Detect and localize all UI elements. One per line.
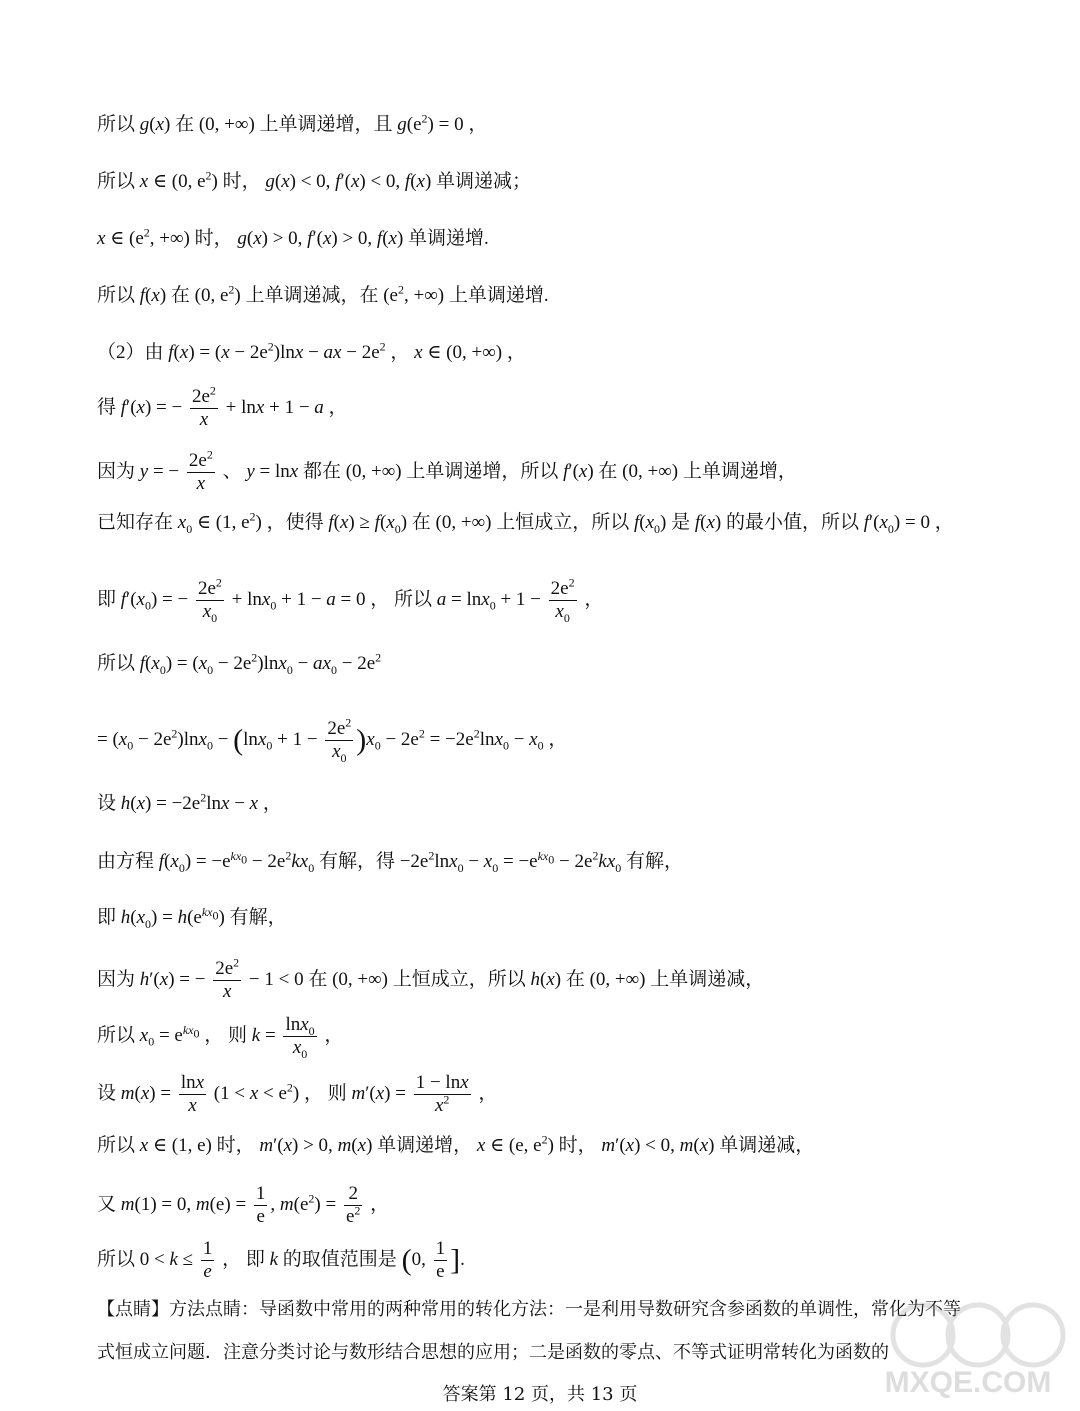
solution-line-12: 设 $h(x) = -2e^2\ln x - x$ ， [97, 790, 282, 814]
solution-line-13: 由方程 $f(x_0) = -e^{kx_0} - 2e^2kx_0$ 有解，得 $-2e^2\ln x_0 - x_0 = -e^{kx_0} - 2e^2kx_0$ 有解， [97, 848, 684, 875]
solution-line-17: 设 m(x) = $\frac{\ln x}{x}$ $(1 < x < e^2)$ ， 则 m′(x) = $\frac{1 - \ln x}{x^2}$ ， [97, 1072, 498, 1116]
solution-line-8: 已知存在 $x_0$ ∈ (1, $e^2$) ，使得 $f(x) \ge f(x_0)$ 在 (0, +∞) 上恒成立，所以 $f(x_0)$ 是 f(x) 的最小值，所以 $f'(x_0) = 0$ ， [97, 509, 954, 536]
solution-line-19: 又 m(1) = 0, m(e) = $\frac{1}{e}$ , $m(e^2)$ = $\frac{2}{e^2}$ ， [97, 1183, 390, 1227]
solution-line-18: 所以 x ∈ (1, e) 时， m′(x) > 0, m(x) 单调递增， x ∈ (e, $e^2$) 时， m′(x) < 0, m(x) 单调递减， [97, 1132, 815, 1156]
watermark-text: MXQE.COM [884, 1366, 1052, 1399]
solution-line-5: （2）由 $f(x) = (x - 2e^2)\ln x$ − ax − $2e^2$ ， x ∈ (0, +∞) ， [97, 339, 526, 363]
solution-line-3: x ∈ ($e^2$, +∞) 时， g(x) > 0, f′(x) > 0, f(x) 单调递增. [97, 225, 489, 249]
key-point-label: 【点睛】 [97, 1299, 169, 1320]
key-point-text: 方法点睛：导函数中常用的两种常用的转化方法：一是利用导数研究含参函数的单调性，常化为不等式恒成立问题．注意分类讨论与数形结合思想的应用；二是函数的零点、不等式证明常转化为函数的 [97, 1299, 961, 1363]
solution-line-7: 因为 y = − $\frac{2e^2}{x}$ 、 y = lnx 都在 (0, +∞) 上单调递增，所以 f′(x) 在 (0, +∞) 上单调递增， [97, 447, 797, 494]
solution-line-10: 所以 $f(x_0) = (x_0 - 2e^2)\ln x_0 - ax_0 - 2e^2$ [97, 650, 382, 677]
key-point-note [97, 1288, 977, 1374]
solution-line-6: 得 f′(x) = − $\frac{2e^2}{x}$ + lnx + 1 − a ， [97, 383, 348, 430]
solution-line-4: 所以 f(x) 在 (0, $e^2$) 上单调递减，在 ($e^2$, +∞) 上单调递增. [97, 282, 549, 306]
solution-line-14: 即 $h(x_0) = h(e^{kx_0})$ 有解， [97, 904, 287, 931]
solution-line-1: 所以 g(x) 在 (0, +∞) 上单调递增，且 $g(e^2) = 0$ ， [97, 111, 488, 135]
solution-line-20: 所以 0 < k ≤ $\frac{1}{e}$ ， 即 k 的取值范围是 (0, $\frac{1}{e}$ ]. [97, 1238, 465, 1282]
solution-line-16: 所以 $x_0 = e^{kx_0}$ ， 则 k = $\frac{\ln x_0}{x_0}$ ， [97, 1014, 344, 1061]
solution-line-11: = $(x_0 - 2e^2)\ln x_0 - (\ln x_0 + 1$ − $\frac{2e^2}{x_0}$ )$x_0 - 2e^2 = -2e^2\ln x_0 - x_0$ ， [97, 715, 568, 765]
solution-line-15: 因为 h′(x) = − $\frac{2e^2}{x}$ − 1 < 0 在 (0, +∞) 上恒成立，所以 h(x) 在 (0, +∞) 上单调递减， [97, 955, 765, 1002]
solution-line-9: 即 $f'(x_0)$ = − $\frac{2e^2}{x_0}$ + lnx$_0$ + 1 − a = 0 ， 所以 a = lnx$_0$ + 1 − $\frac{2e^2}{x_0}$ ， [97, 575, 604, 625]
solution-line-2: 所以 x ∈ (0, $e^2$) 时， g(x) < 0, f′(x) < 0, f(x) 单调递减； [97, 168, 532, 192]
site-watermark-logo [868, 1290, 1068, 1400]
page-footer: 答案第 12 页，共 13 页 [442, 1384, 638, 1405]
